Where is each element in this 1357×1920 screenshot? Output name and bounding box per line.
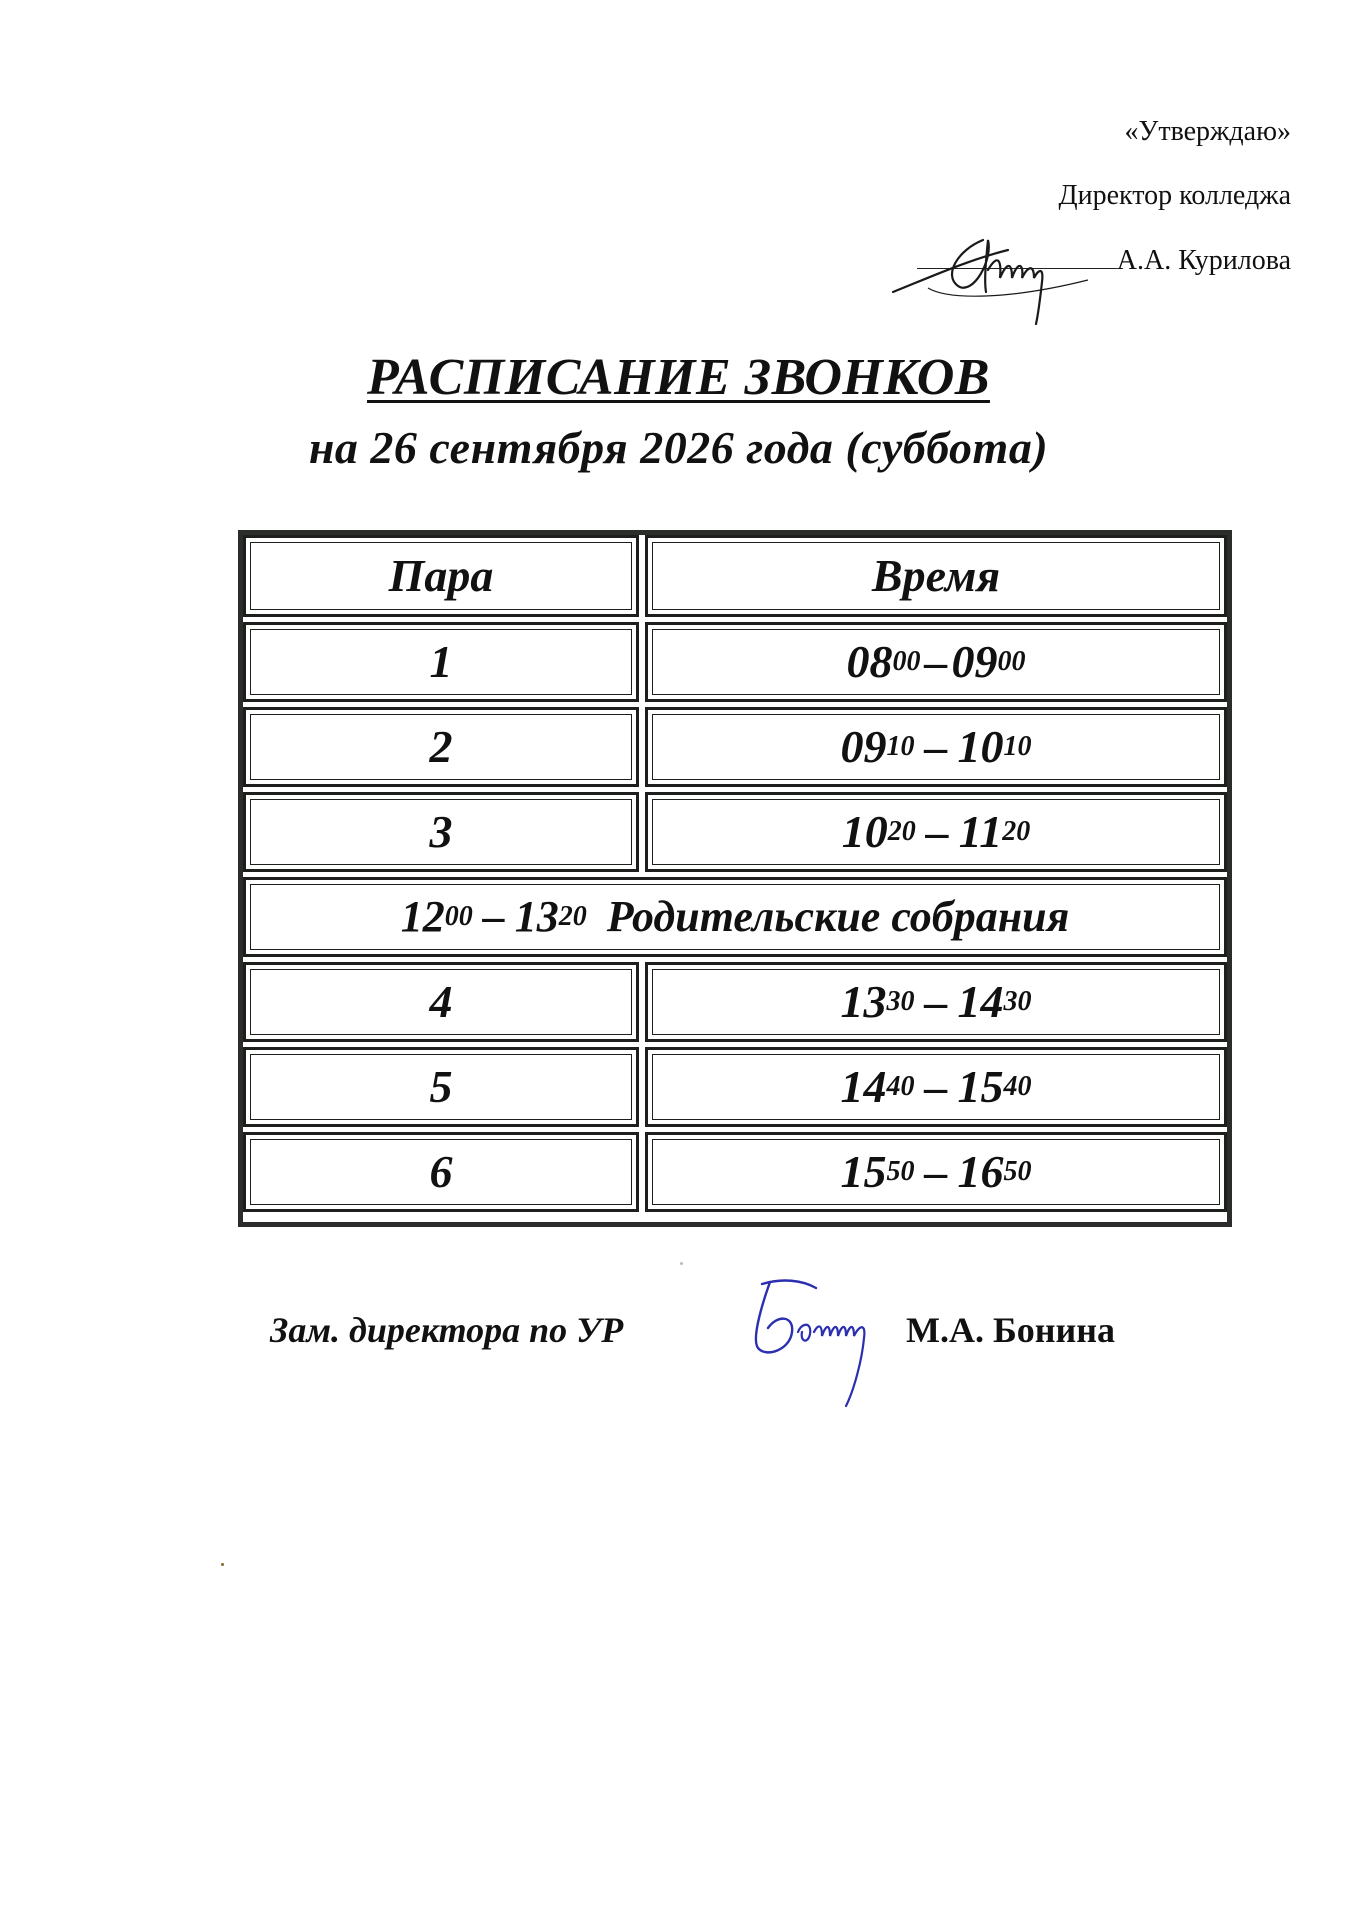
row-3-pair: 3 [243, 792, 639, 872]
time-dash: – [482, 892, 505, 941]
approval-name: А.А. Курилова [1116, 245, 1291, 276]
header-pair: Пара [243, 535, 639, 617]
table-grid [243, 535, 1227, 1222]
time-dash: – [924, 976, 948, 1027]
scan-speck [680, 1262, 683, 1265]
time-dash: – [924, 636, 948, 687]
header-time: Время [645, 535, 1227, 617]
row-4-time: 13 30 – 14 30 [645, 962, 1227, 1042]
time-dash: – [924, 721, 948, 772]
start-hour: 08 [846, 636, 893, 687]
row-4-pair: 4 [243, 962, 639, 1042]
row-1-pair: 1 [243, 622, 639, 702]
break-label: Родительские собрания [606, 892, 1070, 941]
page-subtitle: на 26 сентября 2026 года (суббота) [308, 422, 1049, 473]
break-row: 12 00 – 13 20 Родительские собрания [243, 877, 1227, 957]
start-hour: 12 [400, 892, 445, 941]
row-2-time: 09 10 – 10 10 [645, 707, 1227, 787]
end-hour: 10 [957, 721, 1004, 772]
start-hour: 10 [841, 806, 888, 857]
row-5-time: 14 40 – 15 40 [645, 1047, 1227, 1127]
row-2-pair: 2 [243, 707, 639, 787]
scan-speck [221, 1563, 224, 1566]
approval-position: Директор колледжа [1058, 180, 1291, 211]
start-hour: 14 [840, 1061, 887, 1112]
director-signature [888, 220, 1098, 330]
time-dash: – [924, 1061, 948, 1112]
row-3-time: 10 20 – 11 20 [645, 792, 1227, 872]
approval-stamp: «Утверждаю» [1124, 116, 1291, 147]
start-hour: 09 [840, 721, 887, 772]
end-hour: 14 [957, 976, 1004, 1027]
time-dash: – [925, 806, 949, 857]
end-hour: 16 [957, 1146, 1004, 1197]
start-hour: 15 [840, 1146, 887, 1197]
footer-position: Зам. директора по УР [270, 1310, 624, 1350]
bell-schedule-table [238, 530, 1232, 1227]
end-hour: 15 [957, 1061, 1004, 1112]
page-title: РАСПИСАНИЕ ЗВОНКОВ [367, 349, 990, 406]
time-dash: – [924, 1146, 948, 1197]
deputy-signature [742, 1270, 912, 1410]
row-1-time: 08 00 – 09 00 [645, 622, 1227, 702]
footer-name: М.А. Бонина [906, 1310, 1116, 1350]
start-hour: 13 [840, 976, 887, 1027]
end-hour: 09 [951, 636, 998, 687]
end-hour: 13 [514, 892, 559, 941]
end-hour: 11 [958, 806, 1003, 857]
row-6-pair: 6 [243, 1132, 639, 1212]
row-6-time: 15 50 – 16 50 [645, 1132, 1227, 1212]
row-5-pair: 5 [243, 1047, 639, 1127]
